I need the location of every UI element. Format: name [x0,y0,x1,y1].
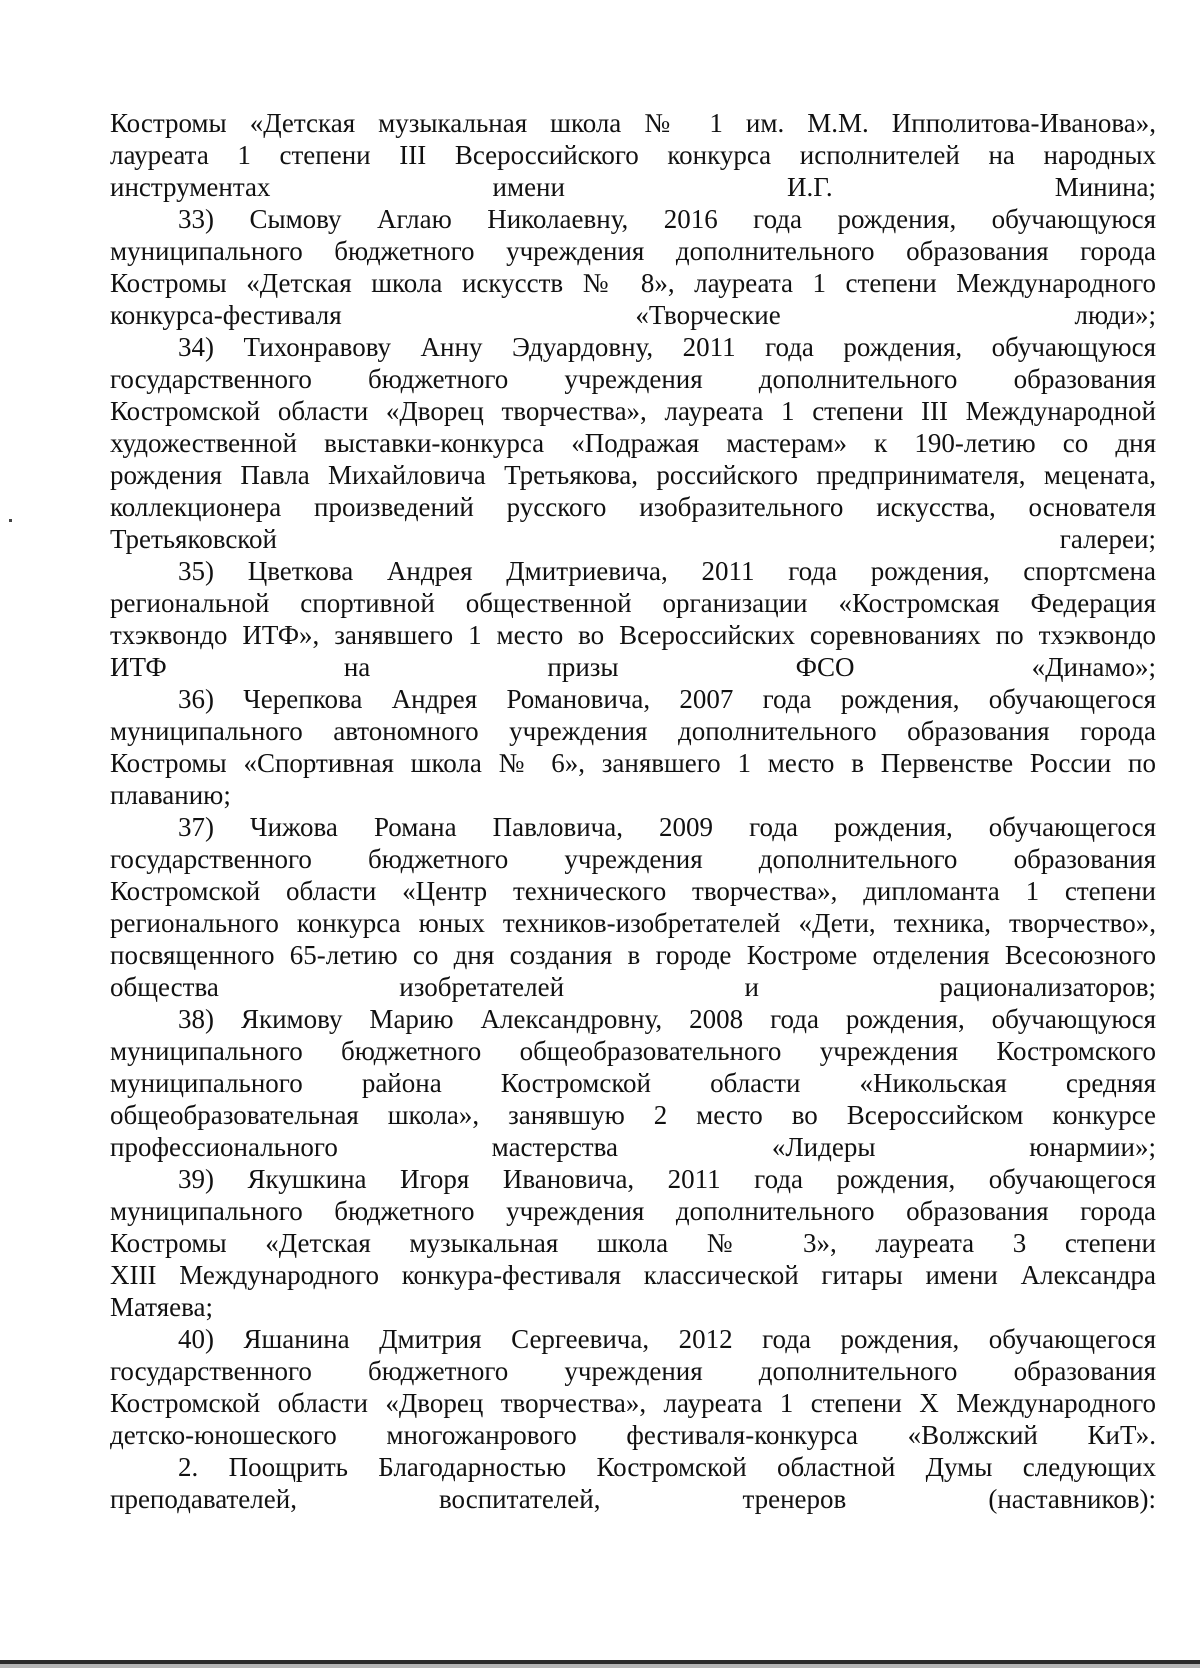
scan-bottom-shadow [0,1664,1200,1668]
text-line: муниципального бюджетного общеобразовательного учреждения Костромского [110,1036,1156,1066]
list-item-38 [110,1003,1156,1163]
text-line: преподавателей, воспитателей, тренеров (наставников): [110,1484,1156,1514]
text-line: муниципального бюджетного учреждения дополнительного образования города [110,236,1156,266]
text-line: Третьяковской галереи; [110,524,1156,554]
text-line: государственного бюджетного учреждения дополнительного образования [110,844,1156,874]
text-line: тхэквондо ИТФ», занявшего 1 место во Всероссийских соревнованиях по тхэквондо [110,620,1156,650]
text-line: Костромы «Спортивная школа № 6», занявшего 1 место в Первенстве России по [110,748,1156,778]
text-line: инструментах имени И.Г. Минина; [110,172,1156,202]
text-line: посвященного 65-летию со дня создания в городе Костроме отделения Всесоюзного [110,940,1156,970]
list-item-33 [110,203,1156,331]
text-line: XIII Международного конкура-фестиваля классической гитары имени Александра [110,1260,1156,1290]
text-line: Матяева; [110,1292,214,1322]
text-line: Костромы «Детская школа искусств № 8», лауреата 1 степени Международного [110,268,1156,298]
paragraph-continuation [110,107,1156,203]
text-line: муниципального бюджетного учреждения дополнительного образования города [110,1196,1156,1226]
text-line: ИТФ на призы ФСО «Динамо»; [110,652,1156,682]
list-item-35 [110,555,1156,683]
text-line: плаванию; [110,780,231,810]
text-line: региональной спортивной общественной организации «Костромская Федерация [110,588,1156,618]
text-line: Костромской области «Дворец творчества», лауреата 1 степени III Международной [110,396,1156,426]
section-item-2 [110,1451,1156,1515]
text-line: Костромской области «Центр технического творчества», дипломанта 1 степени [110,876,1156,906]
text-line: регионального конкурса юных техников-изобретателей «Дети, техника, творчество», [110,908,1156,938]
list-item-40 [110,1323,1156,1451]
text-line: общеобразовательная школа», занявшую 2 место во Всероссийском конкурсе [110,1100,1156,1130]
document-body [110,107,1156,1515]
scan-edge-mark [9,519,12,522]
text-line: профессионального мастерства «Лидеры юнармии»; [110,1132,1156,1162]
text-line: рождения Павла Михайловича Третьякова, российского предпринимателя, мецената, [110,460,1156,490]
text-line: 39) Якушкина Игоря Ивановича, 2011 года рождения, обучающегося [178,1164,1156,1194]
text-line: художественной выставки-конкурса «Подражая мастерам» к 190-летию со дня [110,428,1156,458]
text-line: 37) Чижова Романа Павловича, 2009 года рождения, обучающегося [178,812,1156,842]
text-line: 38) Якимову Марию Александровну, 2008 года рождения, обучающуюся [178,1004,1156,1034]
list-item-39 [110,1163,1156,1323]
text-line: Костромской области «Дворец творчества», лауреата 1 степени X Международного [110,1388,1156,1418]
list-item-34 [110,331,1156,555]
text-line: муниципального района Костромской области «Никольская средняя [110,1068,1156,1098]
text-line: 2. Поощрить Благодарностью Костромской областной Думы следующих [178,1452,1156,1482]
text-line: государственного бюджетного учреждения дополнительного образования [110,1356,1156,1386]
text-line: муниципального автономного учреждения дополнительного образования города [110,716,1156,746]
text-line: 36) Черепкова Андрея Романовича, 2007 года рождения, обучающегося [178,684,1156,714]
text-line: 34) Тихонравову Анну Эдуардовну, 2011 года рождения, обучающуюся [178,332,1156,362]
text-line: лауреата 1 степени III Всероссийского конкурса исполнителей на народных [110,140,1156,170]
text-line: коллекционера произведений русского изобразительного искусства, основателя [110,492,1156,522]
text-line: общества изобретателей и рационализаторов; [110,972,1156,1002]
text-line: детско-юношеского многожанрового фестиваля-конкурса «Волжский КиТ». [110,1420,1156,1450]
text-line: государственного бюджетного учреждения дополнительного образования [110,364,1156,394]
list-item-36 [110,683,1156,811]
text-line: 40) Яшанина Дмитрия Сергеевича, 2012 года рождения, обучающегося [178,1324,1156,1354]
text-line: 33) Сымову Аглаю Николаевну, 2016 года рождения, обучающуюся [178,204,1156,234]
text-line: конкурса-фестиваля «Творческие люди»; [110,300,1156,330]
text-line: 35) Цветкова Андрея Дмитриевича, 2011 года рождения, спортсмена [178,556,1156,586]
list-item-37 [110,811,1156,1003]
text-line: Костромы «Детская музыкальная школа № 1 им. М.М. Ипполитова-Иванова», [110,108,1156,138]
text-line: Костромы «Детская музыкальная школа № 3», лауреата 3 степени [110,1228,1156,1258]
